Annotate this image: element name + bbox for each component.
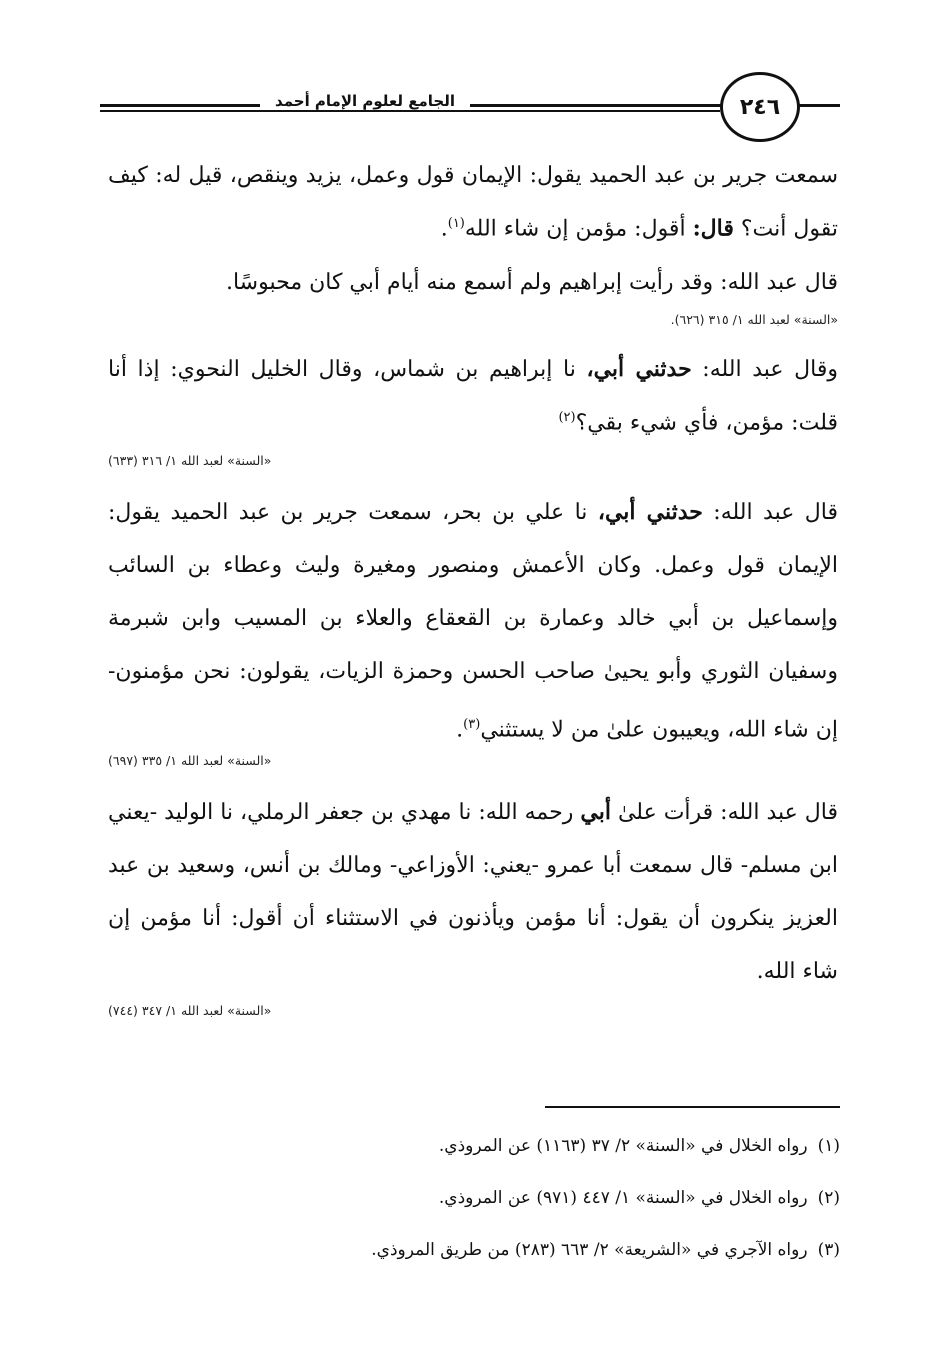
paragraph-5 bbox=[108, 786, 838, 998]
footnote-separator bbox=[545, 1106, 840, 1108]
page-body bbox=[108, 152, 838, 1036]
footnote-2 bbox=[150, 1172, 840, 1224]
paragraph-text: قال عبد الله: وقد رأيت إبراهيم ولم أسمع منه أيام أبي كان محبوسًا. bbox=[225, 270, 838, 296]
paragraph-bold: أبي bbox=[580, 798, 611, 825]
running-title: الجامع لعلوم الإمام أحمد bbox=[260, 92, 470, 110]
paragraph-text: رحمه الله: نا مهدي بن جعفر الرملي، نا الوليد -يعني ابن مسلم- قال سمعت أبا عمرو -يعني: الأوزاعي- ومالك بن أنس، وسعيد بن عبد العزيز ينكرون أن يقول: أنا مؤمن ويأذنون في الاستثناء أن أقول: أنا مؤمن إن شاء الله. bbox=[108, 799, 838, 984]
paragraph-text: أقول: مؤمن إن شاء الله bbox=[464, 216, 693, 242]
paragraph-1 bbox=[108, 152, 838, 253]
page-header bbox=[100, 70, 840, 140]
footnote-text: رواه الآجري في «الشريعة» ٢/ ٦٦٣ (٢٨٣) من طريق المروذي. bbox=[371, 1240, 808, 1260]
paragraph-text: سمعت جرير بن عبد الحميد يقول: الإيمان قول وعمل، يزيد وينقص، قيل له: كيف تقول أنت؟ bbox=[108, 163, 839, 242]
footnote-number: (٣) bbox=[817, 1240, 840, 1260]
footnote-1 bbox=[150, 1120, 840, 1172]
footnote-text: رواه الخلال في «السنة» ٢/ ٣٧ (١١٦٣) عن المروذي. bbox=[438, 1136, 808, 1156]
paragraph-3 bbox=[108, 345, 838, 447]
paragraph-end: . bbox=[456, 716, 464, 742]
source-citation: «السنة» لعبد الله ١/ ٣٣٥ (٦٩٧) bbox=[108, 752, 272, 768]
page-number: ٢٤٦ bbox=[720, 72, 800, 142]
source-citation: «السنة» لعبد الله ١/ ٣١٥ (٦٢٦). bbox=[670, 312, 838, 328]
header-rule-thin bbox=[100, 110, 720, 112]
footnote-3 bbox=[150, 1224, 840, 1276]
footnote-marker[interactable]: (٣) bbox=[463, 716, 481, 732]
paragraph-text: قال عبد الله: bbox=[702, 499, 839, 525]
footnote-number: (١) bbox=[817, 1136, 840, 1156]
footnote-text: رواه الخلال في «السنة» ١/ ٤٤٧ (٩٧١) عن المروذي. bbox=[438, 1188, 808, 1208]
footnote-marker[interactable]: (١) bbox=[447, 216, 465, 231]
paragraph-text: قال عبد الله: قرأت علىٰ bbox=[610, 799, 838, 825]
paragraph-text: وقال عبد الله: bbox=[691, 357, 838, 383]
footnote-number: (٢) bbox=[817, 1188, 840, 1208]
footnote-marker[interactable]: (٢) bbox=[558, 410, 576, 426]
paragraph-bold: حدثني أبي، bbox=[597, 498, 703, 525]
source-citation: «السنة» لعبد الله ١/ ٣١٦ (٦٣٣) bbox=[108, 452, 272, 468]
footnotes bbox=[150, 1120, 840, 1276]
paragraph-2 bbox=[108, 259, 838, 307]
paragraph-bold: حدثني أبي، bbox=[586, 356, 692, 383]
source-citation: «السنة» لعبد الله ١/ ٣٤٧ (٧٤٤) bbox=[108, 1002, 272, 1018]
paragraph-end: . bbox=[440, 216, 448, 242]
paragraph-text: نا علي بن بحر، سمعت جرير بن عبد الحميد يقول: الإيمان قول وعمل. وكان الأعمش ومنصور ومغيرة وليث وعطاء بن السائب وإسماعيل بن أبي خالد وعمارة بن القعقاع والعلاء بن المسيب وابن شبرمة وسفيان الثوري وأبو يحيىٰ صاحب الحسن وحمزة الزيات، يقولون: نحن مؤمنون- إن شاء الله، ويعيبون علىٰ من لا يستثني bbox=[108, 499, 838, 742]
paragraph-text: نا إبراهيم بن شماس، وقال الخليل النحوي: إذا أنا قلت: مؤمن، فأي شيء بقي؟ bbox=[108, 357, 838, 436]
paragraph-bold: قال: bbox=[692, 215, 734, 242]
paragraph-4 bbox=[108, 486, 838, 756]
